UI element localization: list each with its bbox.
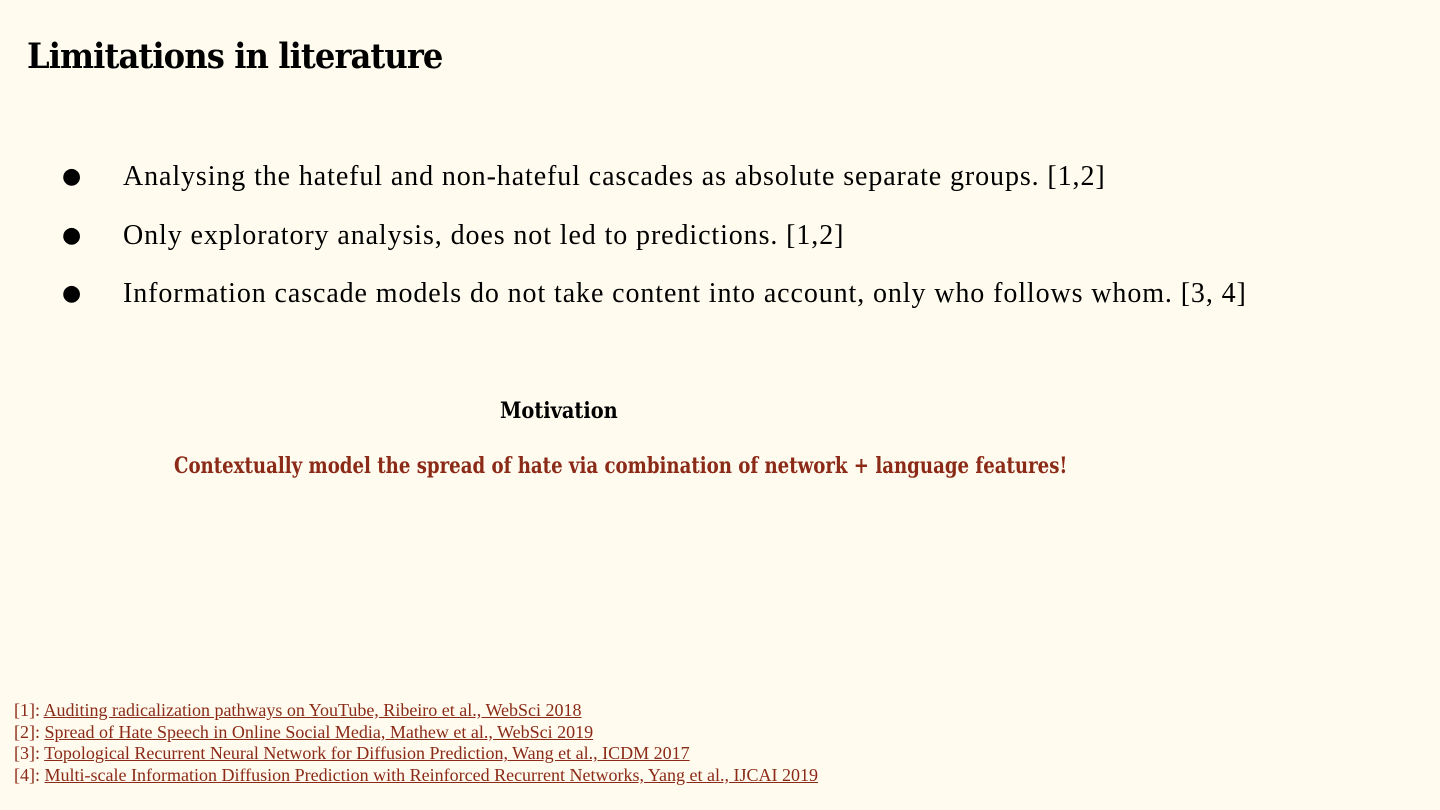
bullet-dot-icon: ● — [62, 222, 82, 248]
motivation-heading: Motivation — [500, 398, 618, 424]
references-list — [14, 700, 818, 787]
reference-link[interactable]: Multi-scale Information Diffusion Prediction with Reinforced Recurrent Networks, Yang et al., IJCAI 2019 — [44, 765, 819, 786]
bullet-item — [62, 207, 1247, 266]
reference-item — [14, 700, 818, 722]
limitations-list — [62, 148, 1247, 324]
reference-item — [14, 743, 818, 765]
bullet-text: Information cascade models do not take content into account, only who follows whom. [3, 4] — [123, 278, 1247, 310]
reference-link[interactable]: Auditing radicalization pathways on YouTube, Ribeiro et al., WebSci 2018 — [43, 700, 582, 720]
bullet-dot-icon: ● — [62, 164, 82, 190]
reference-link[interactable]: Spread of Hate Speech in Online Social Media, Mathew et al., WebSci 2019 — [44, 721, 594, 742]
reference-tag: [3]: — [14, 743, 45, 764]
reference-tag: [1]: — [14, 700, 44, 720]
bullet-dot-icon: ● — [62, 281, 82, 307]
reference-item — [14, 722, 818, 744]
motivation-statement: Contextually model the spread of hate via combination of network + language features! — [174, 453, 1068, 479]
slide-title: Limitations in literature — [27, 36, 443, 77]
bullet-item — [62, 265, 1247, 324]
bullet-text: Only exploratory analysis, does not led to predictions. [1,2] — [123, 219, 845, 251]
reference-tag: [4]: — [14, 765, 45, 786]
reference-tag: [2]: — [14, 721, 45, 742]
bullet-text: Analysing the hateful and non-hateful cascades as absolute separate groups. [1,2] — [123, 161, 1106, 193]
reference-link[interactable]: Topological Recurrent Neural Network for Diffusion Prediction, Wang et al., ICDM 2017 — [44, 743, 690, 764]
bullet-item — [62, 148, 1247, 207]
reference-item — [14, 765, 818, 787]
